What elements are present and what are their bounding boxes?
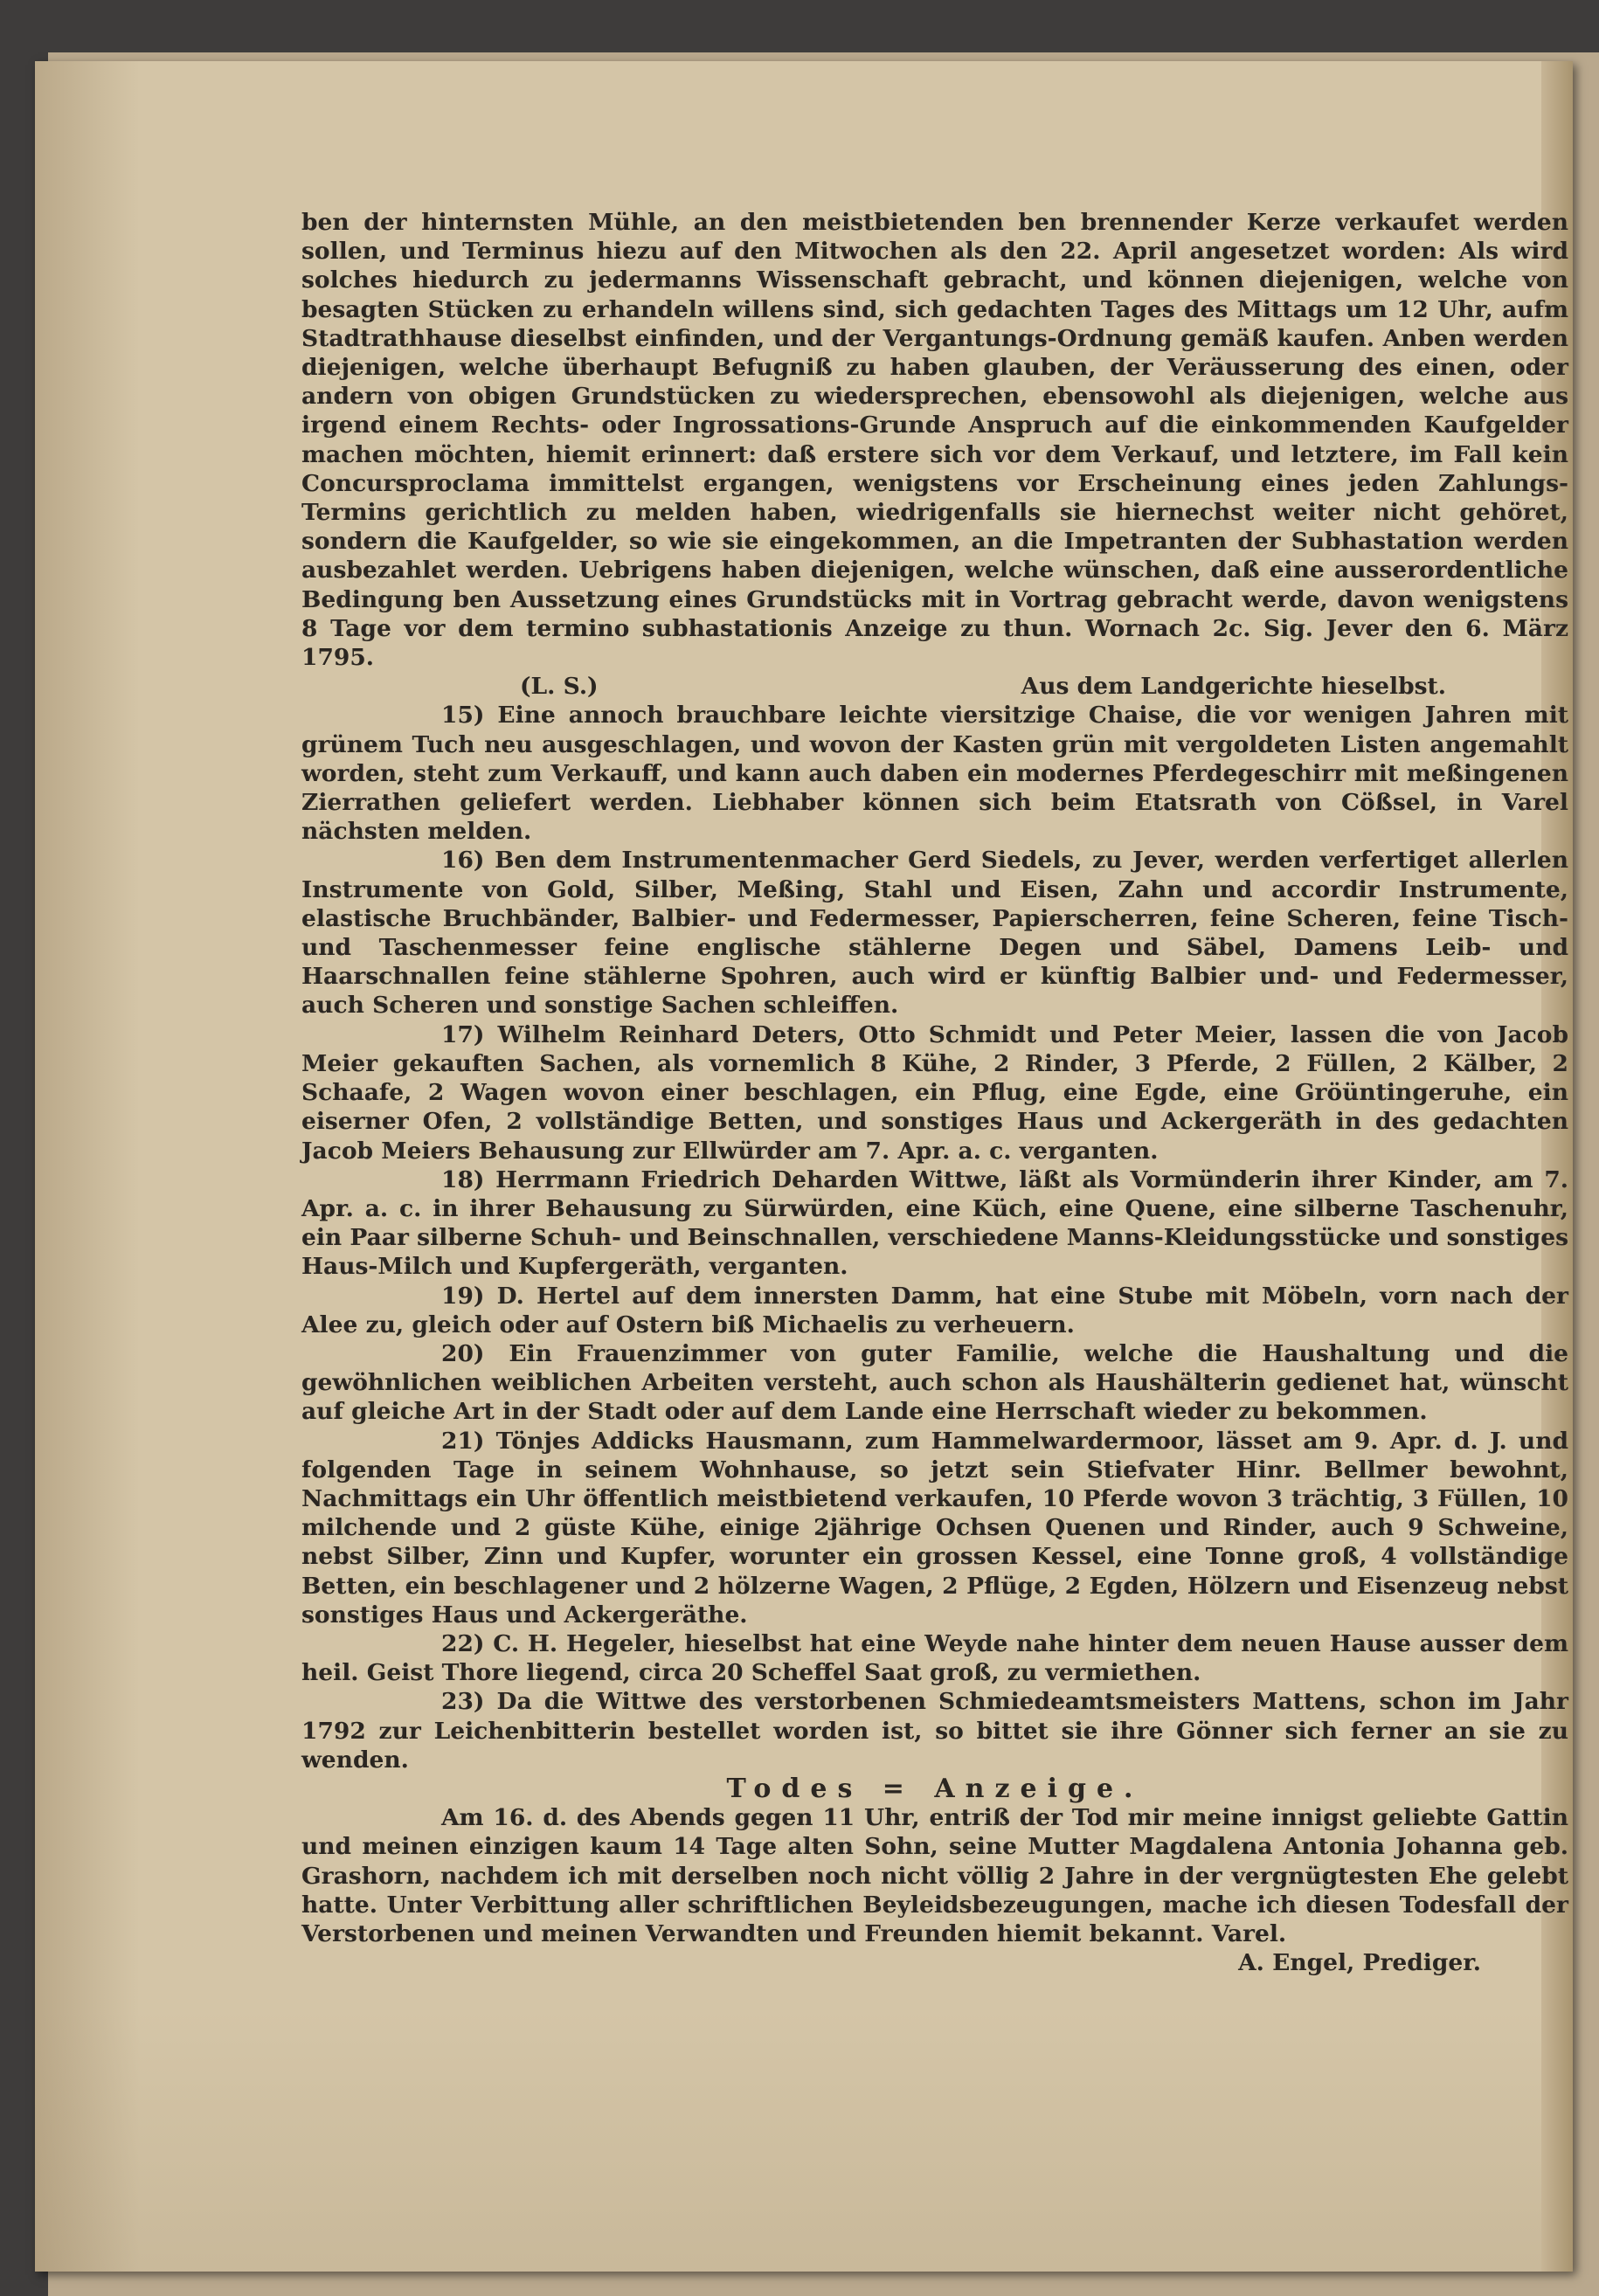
paragraph-15: 15) Eine annoch brauchbare leichte viersitzige Chaise, die vor wenigen Jahren mit grünem Tuch neu ausgeschlagen, und wovon der Kasten grün mit vergoldeten Listen angemahlt worden, steht zum Verkauff, und kann auch daben ein modernes Pferdegeschirr mit meßingenen Zierrathen geliefert werden. Liebhaber können sich beim Etatsrath von Cößsel, in Varel nächsten melden. <box>301 702 1568 846</box>
paragraph-23: 23) Da die Wittwe des verstorbenen Schmiedeamtsmeisters Mattens, schon im Jahr 1792 zur Leichenbitterin bestellet worden ist, so bittet sie ihre Gönner sich ferner an sie zu wenden. <box>301 1688 1568 1774</box>
paragraph-19: 19) D. Hertel auf dem innersten Damm, hat eine Stube mit Möbeln, vorn nach der Alee zu, gleich oder auf Ostern biß Michaelis zu verheuern. <box>301 1282 1568 1338</box>
paragraph-21: 21) Tönjes Addicks Hausmann, zum Hammelwardermoor, lässet am 9. Apr. d. J. und folgenden Tage in seinem Wohnhause, so jetzt sein Stiefvater Hinr. Bellmer bewohnt, Nachmittags ein Uhr öffentlich meistbietend verkaufen, 10 Pferde wovon 3 trächtig, 3 Füllen, 10 milchende und 2 güste Kühe, einige 2jährige Ochsen Quenen und Rinder, auch 9 Schweine, nebst Silber, Zinn und Kupfer, worunter ein grossen Kessel, eine Tonne groß, 4 vollständige Betten, ein beschlagener und 2 hölzerne Wagen, 2 Pflüge, 2 Egden, Hölzern und Eisenzeug nebst sonstiges Haus und Ackergeräthe. <box>301 1427 1568 1629</box>
death-notice-heading: Todes = Anzeige. <box>726 1773 1144 1804</box>
death-notice-text: Am 16. d. des Abends gegen 11 Uhr, entriß der Tod mir meine innigst geliebte Gattin und meinen einzigen kaum 14 Tage alten Sohn, seine Mutter Magdalena Antonia Johanna geb. Grashorn, nachdem ich mit derselben noch nicht völlig 2 Jahre in der vergnügtesten Ehe gelebt hatte. Unter Verbittung aller schriftlichen Beyleidsbezeugungen, mache ich diesen Todesfall der Verstorbenen und meinen Verwandten und Freunden hiemit bekannt. Varel. <box>301 1804 1568 1947</box>
paragraph-14-continuation: ben der hinternsten Mühle, an den meistbietenden ben brennender Kerze verkaufet werden sollen, und Terminus hiezu auf den Mitwochen als den 22. April angesetzet worden: Als wird solches hiedurch zu jedermanns Wissenschaft gebracht, und können diejenigen, welche von besagten Stücken zu erhandeln willens sind, sich gedachten Tages des Mittags um 12 Uhr, aufm Stadtrathhause dieselbst einfinden, und der Vergantungs-Ordnung gemäß kaufen. Anben werden diejenigen, welche überhaupt Befugniß zu haben glauben, der Veräusserung des einen, oder andern von obigen Grundstücken zu wiedersprechen, ebensowohl als diejenigen, welche aus irgend einem Rechts- oder Ingrossations-Grunde Anspruch auf die einkommenden Kaufgelder machen möchten, hiemit erinnert: daß erstere sich vor dem Verkauf, und letztere, im Fall kein Concursproclama immittelst ergangen, wenigstens vor Erscheinung eines jeden Zahlungs-Termins gerichtlich zu melden haben, wiedrigenfalls sie hiernechst weiter nicht gehöret, sondern die Kaufgelder, so wie sie eingekommen, an die Impetranten der Subhastation werden ausbezahlet werden. Uebrigens haben diejenigen, welche wünschen, daß eine ausserordentliche Bedingung ben Aussetzung eines Grundstücks mit in Vortrag gebracht werde, davon wenigstens 8 Tage vor dem termino subhastationis Anzeige zu thun. Wornach 2c. Sig. Jever den 6. März 1795. <box>301 209 1568 672</box>
signature: A. Engel, Prediger. <box>1238 1949 1481 1977</box>
seal-label: (L. S.) <box>520 673 599 701</box>
paragraph-17: 17) Wilhelm Reinhard Deters, Otto Schmidt und Peter Meier, lassen die von Jacob Meier gekauften Sachen, als vornemlich 8 Kühe, 2 Rinder, 3 Pferde, 2 Füllen, 2 Kälber, 2 Schaafe, 2 Wagen wovon einer beschlagen, ein Pflug, eine Egde, eine Gröüntingeruhe, ein eiserner Ofen, 2 vollständige Betten, und sonstiges Haus und Ackergeräth in des gedachten Jacob Meiers Behausung zur Ellwürder am 7. Apr. a. c. verganten. <box>301 1020 1568 1165</box>
document-body <box>301 208 1568 1977</box>
seal-line <box>301 672 1568 701</box>
paragraph-20: 20) Ein Frauenzimmer von guter Familie, welche die Haushaltung und die gewöhnlichen weiblichen Arbeiten versteht, auch schon als Haushälterin gedienet hat, wünscht auf gleiche Art in der Stadt oder auf dem Lande eine Herrschaft wieder zu bekommen. <box>301 1339 1568 1426</box>
seal-court: Aus dem Landgerichte hieselbst. <box>1021 673 1446 701</box>
paragraph-18: 18) Herrmann Friedrich Deharden Wittwe, läßt als Vormünderin ihrer Kinder, am 7. Apr. a. c. in ihrer Behausung zu Sürwürden, eine Küch, eine Quene, eine silberne Taschenuhr, ein Paar silberne Schuh- und Beinschnallen, verschiedene Manns-Kleidungsstücke und sonstiges Haus-Milch und Kupfergeräth, verganten. <box>301 1165 1568 1281</box>
paragraph-16: 16) Ben dem Instrumentenmacher Gerd Siedels, zu Jever, werden verfertiget allerlen Instrumente von Gold, Silber, Meßing, Stahl und Eisen, Zahn und accordir Instrumente, elastische Bruchbänder, Balbier- und Federmesser, Papierscherren, feine Scheren, feine Tisch- und Taschenmesser feine englische stählerne Degen und Säbel, Damens Leib- und Haarschnallen feine stählerne Spohren, auch wird er künftig Balbier und- und Federmesser, auch Scheren und sonstige Sachen schleiffen. <box>301 847 1568 1020</box>
paragraph-22: 22) C. H. Hegeler, hieselbst hat eine Weyde nahe hinter dem neuen Hause ausser dem heil. Geist Thore liegend, circa 20 Scheffel Saat groß, zu vermiethen. <box>301 1629 1568 1687</box>
